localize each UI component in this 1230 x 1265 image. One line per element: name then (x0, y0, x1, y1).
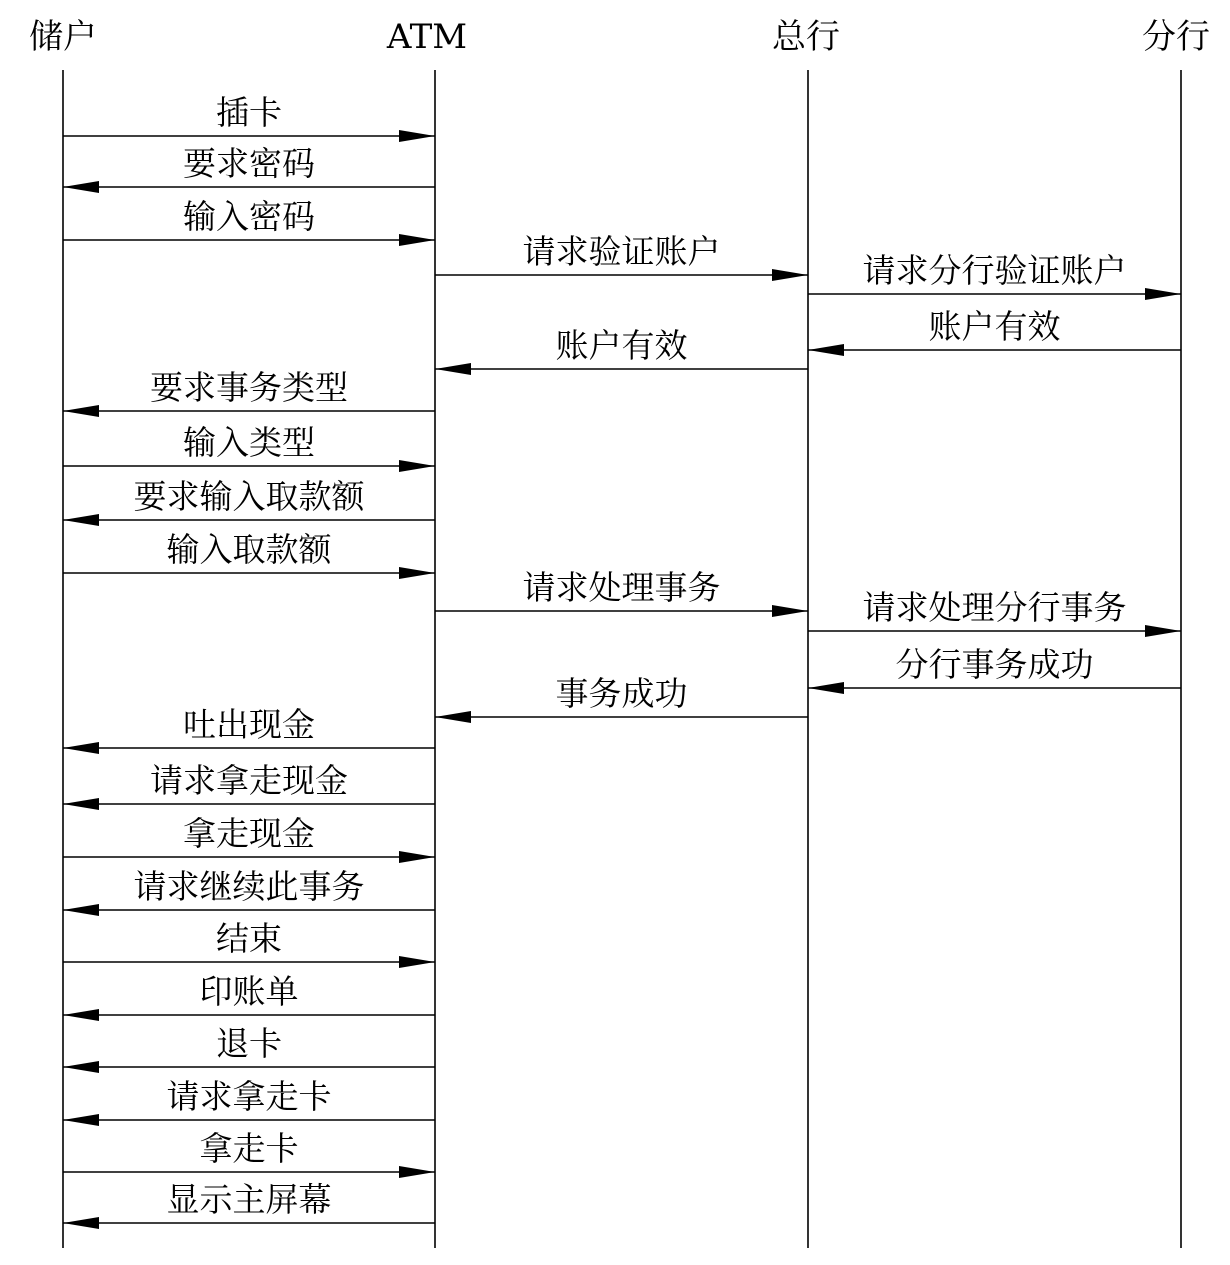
actor-label-head-office: 总行 (772, 17, 840, 57)
message-label: 账户有效 (928, 307, 1061, 346)
message-label: 请求验证账户 (522, 232, 721, 271)
message-label: 请求分行验证账户 (862, 251, 1127, 290)
message-label: 请求继续此事务 (133, 867, 365, 906)
message-label: 请求处理事务 (522, 568, 721, 607)
message-label: 要求事务类型 (150, 368, 348, 407)
message-label: 请求拿走现金 (150, 761, 348, 800)
message-label: 吐出现金 (183, 705, 315, 744)
message-label: 事务成功 (555, 674, 688, 713)
actor-label-atm: ATM (386, 17, 468, 57)
message-label: 要求输入取款额 (133, 477, 365, 516)
actor-label-branch: 分行 (1142, 17, 1210, 57)
message-label: 请求处理分行事务 (862, 588, 1127, 627)
message-label: 印账单 (199, 972, 299, 1011)
message-label: 分行事务成功 (895, 645, 1094, 684)
message-label: 结束 (216, 919, 282, 958)
message-label: 拿走卡 (199, 1129, 299, 1168)
message-label: 拿走现金 (183, 814, 315, 853)
message-label: 输入取款额 (166, 530, 332, 569)
message-label: 请求拿走卡 (166, 1077, 332, 1116)
actor-label-depositor: 储户 (29, 17, 97, 57)
message-label: 插卡 (216, 93, 282, 132)
message-label: 退卡 (216, 1024, 282, 1063)
message-label: 输入密码 (183, 197, 315, 236)
message-label: 账户有效 (555, 326, 688, 365)
message-label: 输入类型 (183, 423, 315, 462)
message-label: 要求密码 (183, 144, 315, 183)
message-label: 显示主屏幕 (166, 1180, 332, 1219)
